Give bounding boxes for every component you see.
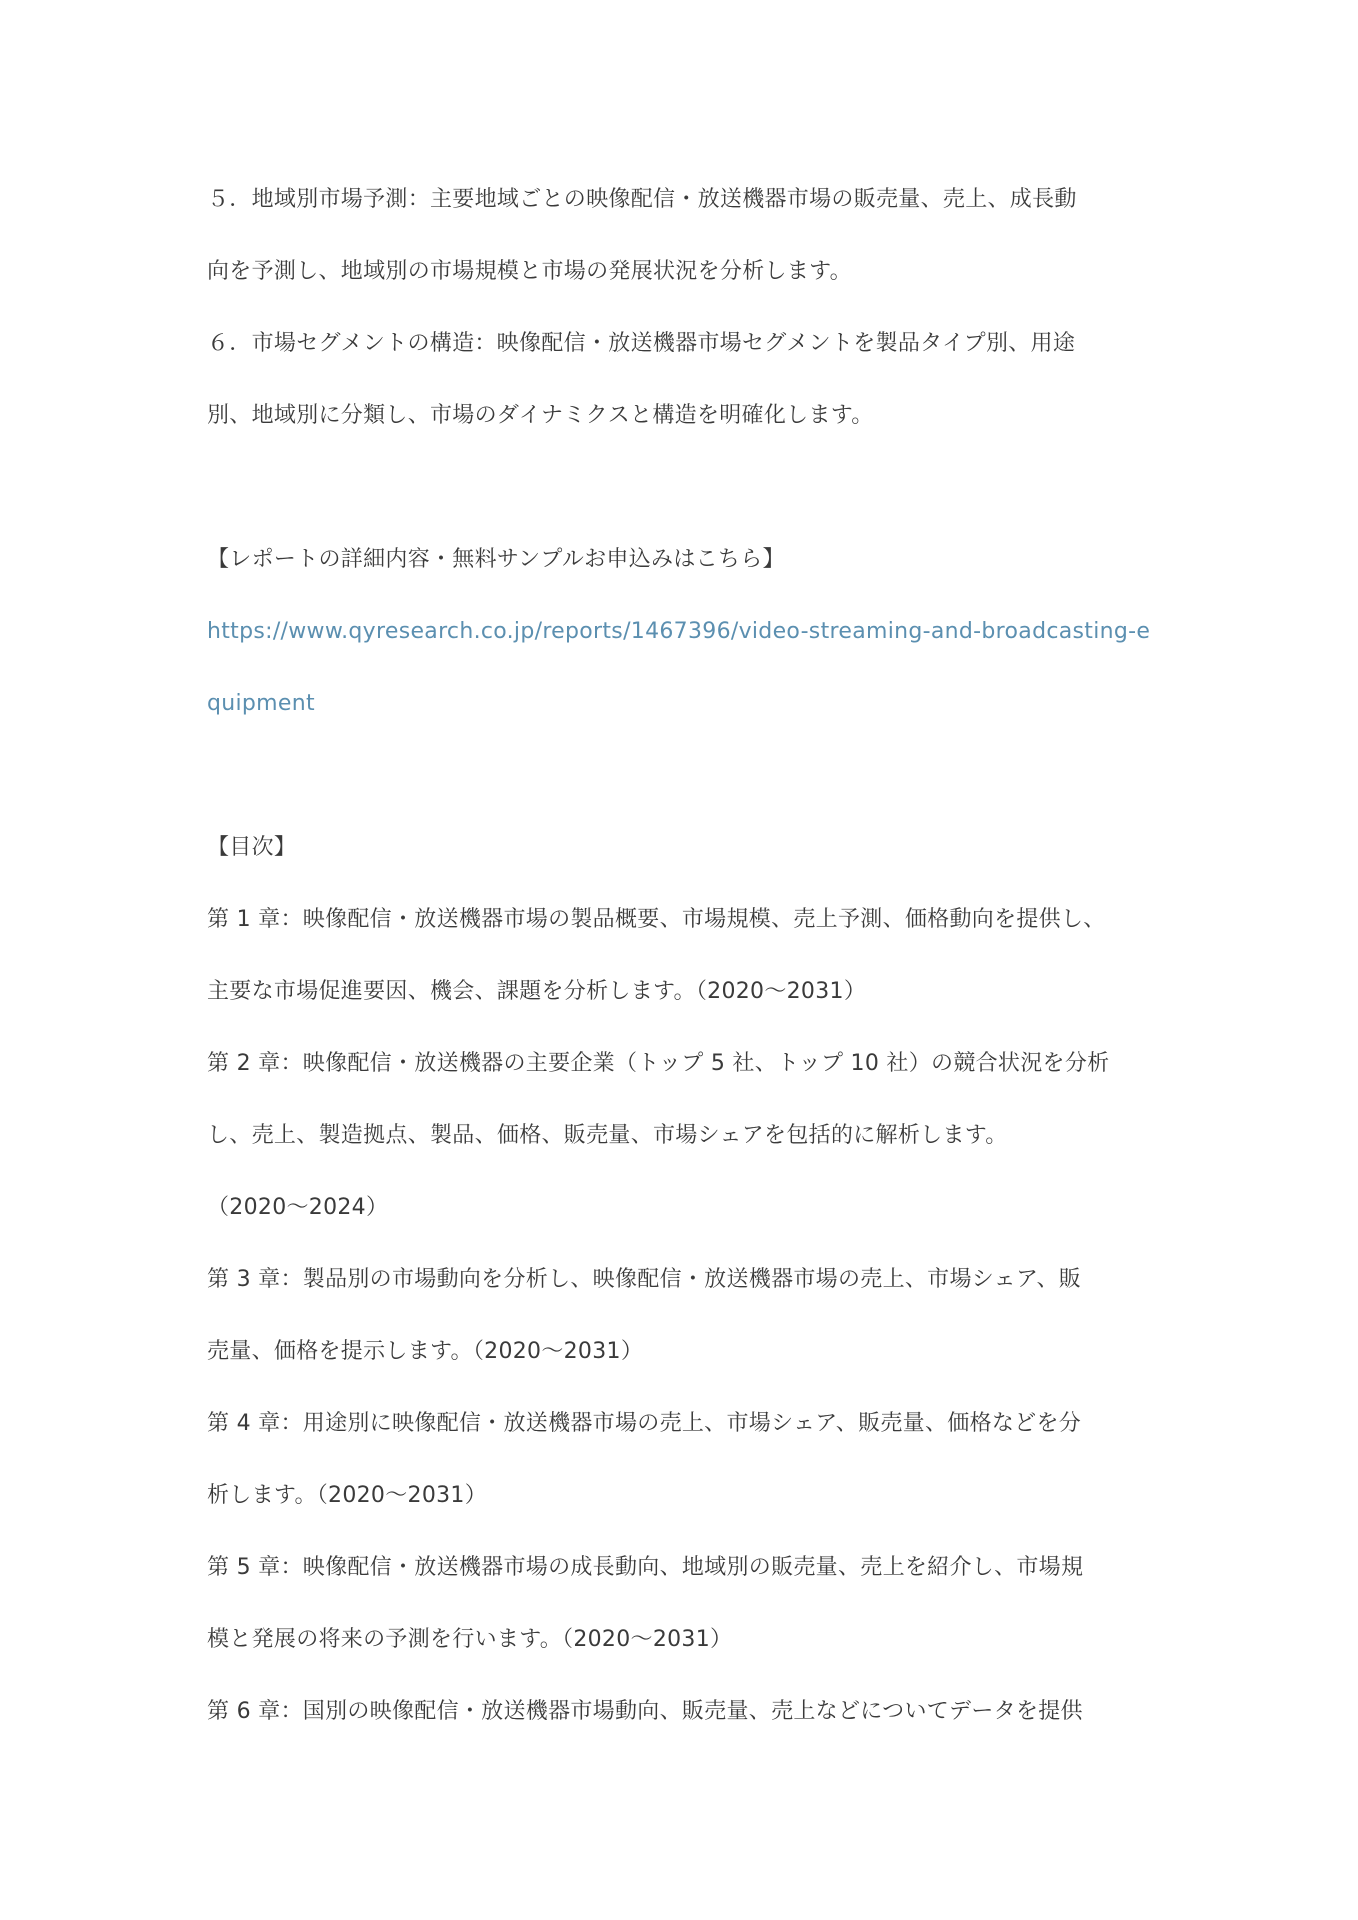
toc-chapter1-line1: 第 1 章：映像配信・放送機器市場の製品概要、市場規模、売上予測、価格動向を提供し、 [207, 907, 1106, 932]
toc-chapter1-line2: 主要な市場促進要因、機会、課題を分析します。（2020～2031） [207, 979, 867, 1004]
toc-chapter2-line2: し、売上、製造拠点、製品、価格、販売量、市場シェアを包括的に解析します。 [207, 1123, 1008, 1148]
toc-chapter5-line1: 第 5 章：映像配信・放送機器市場の成長動向、地域別の販売量、売上を紹介し、市場規 [207, 1555, 1084, 1580]
toc-heading: 【目次】 [207, 835, 297, 860]
toc-chapter3-line2: 売量、価格を提示します。（2020～2031） [207, 1339, 644, 1364]
toc-chapter4-line1: 第 4 章：用途別に映像配信・放送機器市場の売上、市場シェア、販売量、価格などを分 [207, 1411, 1082, 1436]
report-link[interactable] [207, 617, 1167, 647]
report-link-url-line1[interactable]: https://www.qyresearch.co.jp/reports/1467396/video-streaming-and-broadcasting-e [207, 619, 1151, 644]
paragraph-item6-line1: ６．市場セグメントの構造：映像配信・放送機器市場セグメントを製品タイプ別、用途 [207, 331, 1076, 356]
toc-chapter6-line1: 第 6 章：国別の映像配信・放送機器市場動向、販売量、売上などについてデータを提供 [207, 1699, 1083, 1724]
report-link-url-line2[interactable]: quipment [207, 691, 315, 716]
paragraph-item5-line2: 向を予測し、地域別の市場規模と市場の発展状況を分析します。 [207, 259, 852, 284]
paragraph-item6-line2: 別、地域別に分類し、市場のダイナミクスと構造を明確化します。 [207, 403, 874, 428]
toc-chapter4-line2: 析します。（2020～2031） [207, 1483, 488, 1508]
report-link-heading: 【レポートの詳細内容・無料サンプルお申込みはこちら】 [207, 547, 785, 572]
toc-chapter2-line3: （2020～2024） [207, 1195, 389, 1220]
toc-chapter3-line1: 第 3 章：製品別の市場動向を分析し、映像配信・放送機器市場の売上、市場シェア、販 [207, 1267, 1082, 1292]
paragraph-item5-line1: ５．地域別市場予測：主要地域ごとの映像配信・放送機器市場の販売量、売上、成長動 [207, 187, 1077, 212]
toc-chapter2-line1: 第 2 章：映像配信・放送機器の主要企業（トップ 5 社、トップ 10 社）の競合状況を分析 [207, 1051, 1110, 1076]
report-link-continued[interactable] [207, 689, 1167, 719]
toc-chapter5-line2: 模と発展の将来の予測を行います。（2020～2031） [207, 1627, 733, 1652]
